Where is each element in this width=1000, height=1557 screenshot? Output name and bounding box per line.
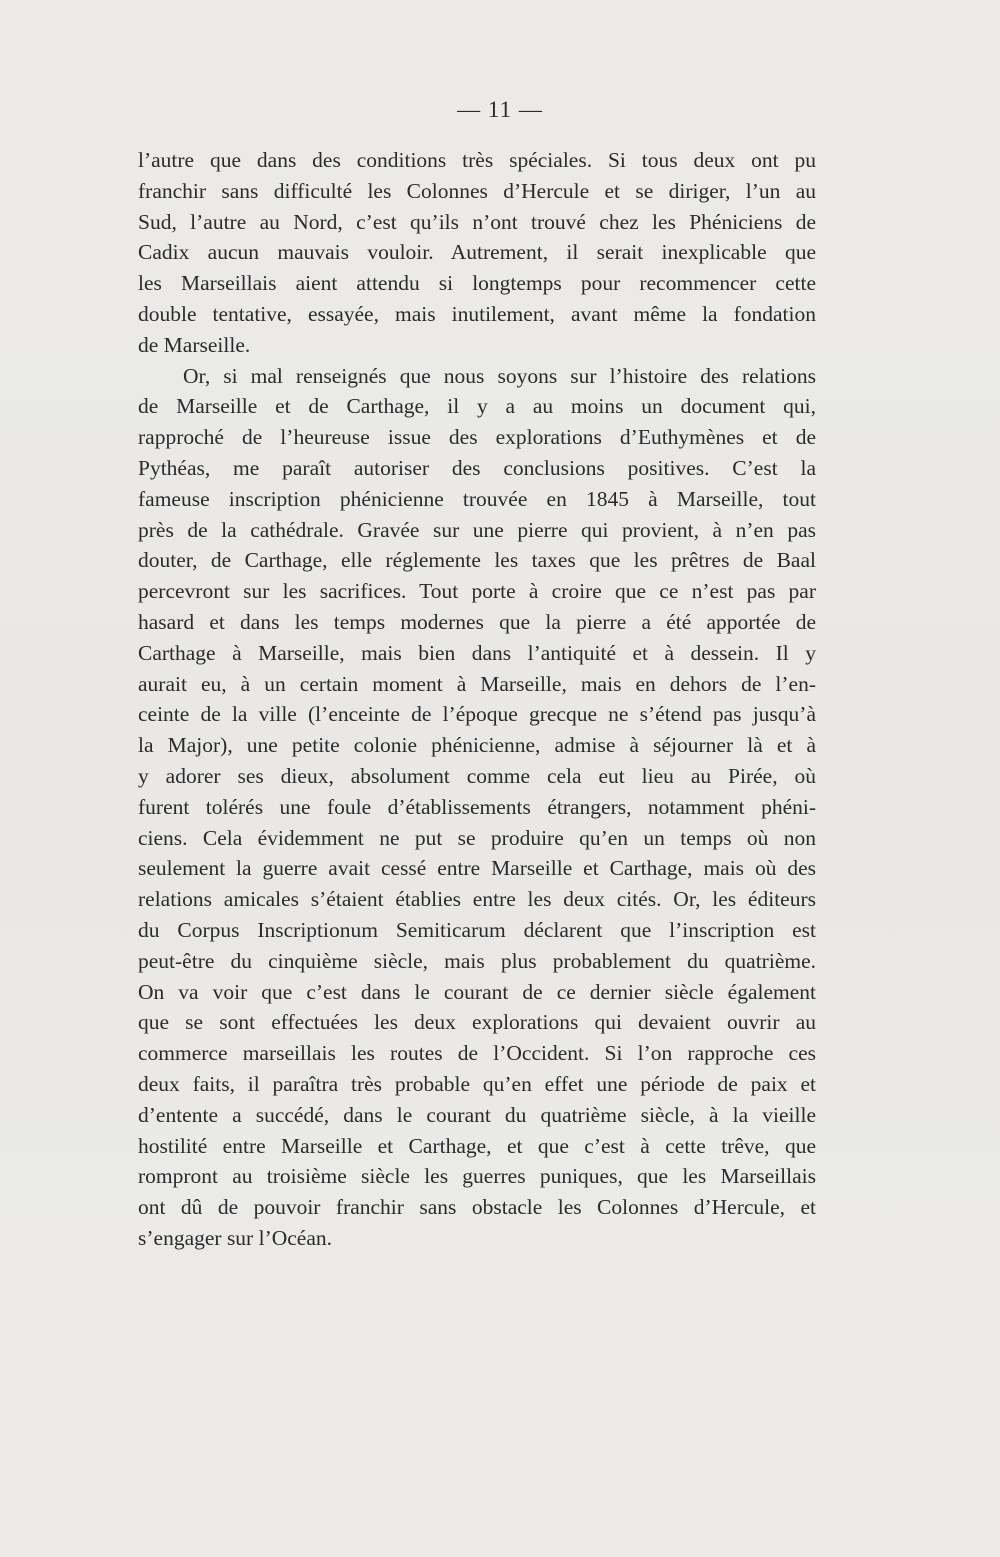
- text-line: y adorer ses dieux, absolument comme cela eut lieu au Pirée, où: [138, 763, 816, 788]
- text-line: furent tolérés une foule d’établissements étrangers, notamment phéni-: [138, 794, 816, 819]
- text-line: seulement la guerre avait cessé entre Marseille et Carthage, mais où des: [138, 856, 816, 881]
- text-line: s’engager sur l’Océan.: [138, 1225, 333, 1250]
- text-line: de Marseille et de Carthage, il y a au moins un document qui,: [138, 394, 816, 419]
- text-line: rompront au troisième siècle les guerres puniques, que les Marseillais: [138, 1164, 816, 1189]
- text-line: d’entente a succédé, dans le courant du quatrième siècle, à la vieille: [138, 1102, 816, 1127]
- text-line: hostilité entre Marseille et Carthage, et que c’est à cette trêve, que: [138, 1133, 816, 1158]
- body-text: [138, 145, 816, 1254]
- text-line: de Marseille.: [138, 332, 251, 357]
- text-line: Pythéas, me paraît autoriser des conclusions positives. C’est la: [138, 455, 816, 480]
- text-line: l’autre que dans des conditions très spéciales. Si tous deux ont pu: [138, 148, 816, 172]
- text-line: du Corpus Inscriptionum Semiticarum déclarent que l’inscription est: [138, 917, 816, 942]
- text-line: ciens. Cela évidemment ne put se produire qu’en un temps où non: [138, 825, 816, 850]
- text-line: rapproché de l’heureuse issue des explorations d’Euthymènes et de: [138, 425, 816, 450]
- text-line: que se sont effectuées les deux explorations qui devaient ouvrir au: [138, 1010, 816, 1035]
- text-line: aurait eu, à un certain moment à Marseille, mais en dehors de l’en-: [138, 671, 816, 696]
- text-line: relations amicales s’étaient établies entre les deux cités. Or, les éditeurs: [138, 887, 816, 912]
- text-line: percevront sur les sacrifices. Tout porte à croire que ce n’est pas par: [138, 579, 816, 604]
- text-line: Cadix aucun mauvais vouloir. Autrement, il serait inexplicable que: [138, 240, 816, 265]
- page-number: — 11 —: [457, 97, 543, 122]
- text-line: douter, de Carthage, elle réglemente les taxes que les prêtres de Baal: [138, 548, 816, 573]
- text-line: On va voir que c’est dans le courant de ce dernier siècle également: [138, 979, 816, 1004]
- text-line: franchir sans difficulté les Colonnes d’Hercule et se diriger, l’un au: [138, 178, 816, 203]
- text-line: Sud, l’autre au Nord, c’est qu’ils n’ont trouvé chez les Phéniciens de: [138, 209, 816, 234]
- text-line: les Marseillais aient attendu si longtemps pour recommencer cette: [138, 271, 816, 296]
- text-line: commerce marseillais les routes de l’Occident. Si l’on rapproche ces: [138, 1041, 816, 1066]
- text-line: peut-être du cinquième siècle, mais plus probablement du quatrième.: [138, 948, 816, 973]
- text-line: ceinte de la ville (l’enceinte de l’époque grecque ne s’étend pas jusqu’à: [138, 702, 816, 727]
- text-line: Or, si mal renseignés que nous soyons sur l’histoire des relations: [183, 363, 816, 388]
- text-line: Carthage à Marseille, mais bien dans l’antiquité et à dessein. Il y: [138, 640, 816, 665]
- text-line: fameuse inscription phénicienne trouvée en 1845 à Marseille, tout: [138, 486, 816, 511]
- text-line: deux faits, il paraîtra très probable qu’en effet une période de paix et: [138, 1071, 816, 1096]
- text-line: double tentative, essayée, mais inutilement, avant même la fondation: [138, 301, 816, 326]
- text-line: ont dû de pouvoir franchir sans obstacle les Colonnes d’Hercule, et: [138, 1195, 816, 1220]
- text-line: près de la cathédrale. Gravée sur une pierre qui provient, à n’en pas: [138, 517, 816, 542]
- text-line: la Major), une petite colonie phénicienne, admise à séjourner là et à: [138, 733, 816, 758]
- text-line: hasard et dans les temps modernes que la pierre a été apportée de: [138, 609, 816, 634]
